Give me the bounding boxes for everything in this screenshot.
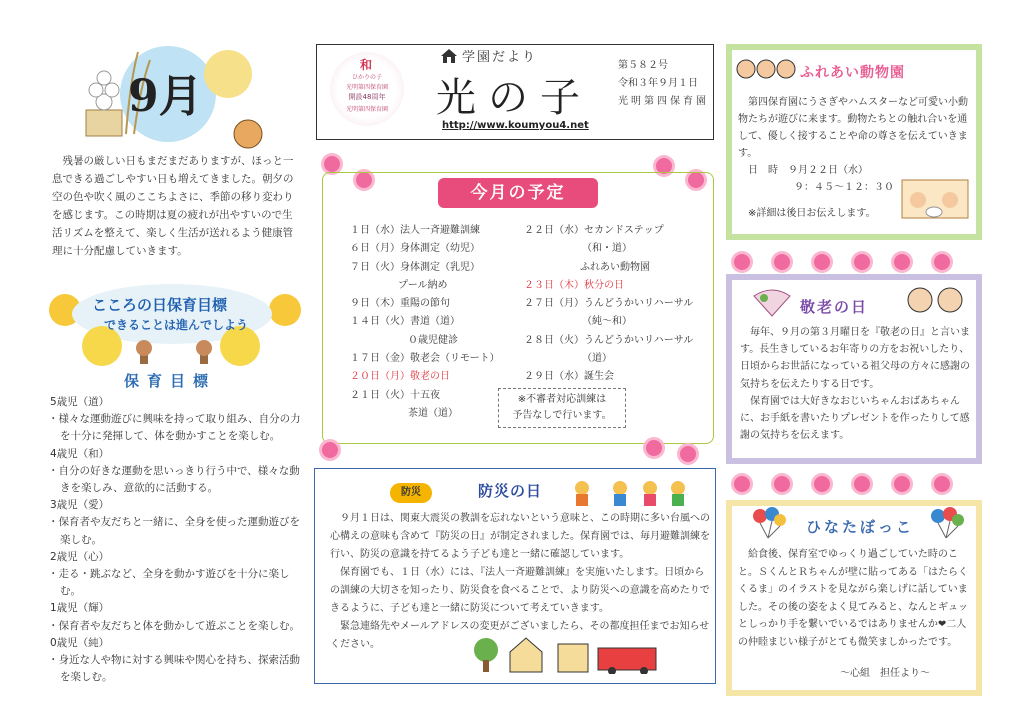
goal-desc: ・自分の好きな運動を思いっきり行う中で、様々な動きを楽しみ、意欲的に活動する。 <box>48 464 300 495</box>
schedule-item: 茶道（道） <box>408 407 458 419</box>
schedule-item: （道） <box>582 353 612 365</box>
goal-desc: ・保育者や友だちと体を動かして遊ぶことを楽しむ。 <box>48 619 300 632</box>
event-time: ９：４５〜１２：３０ <box>794 182 894 193</box>
balloons-icon <box>930 506 964 544</box>
goal-desc: ・様々な運動遊びに興味を持って取り組み、自分の力を十分に発揮して、体を動かすことを楽しむ。 <box>48 413 301 443</box>
issue-date: 令和３年９月１日 <box>618 78 698 89</box>
disaster-paragraph: 保育園でも、１日（水）には、『法人一斉避難訓練』を実施いたします。日頃からの訓練の大切さを知ったり、防災食を食べることで、より防災への意識を高めたりできるように、子ども達と一緒に防災について考えていきます。 <box>330 567 710 614</box>
balloons-icon <box>752 506 786 544</box>
schedule-note <box>498 388 626 428</box>
newsletter-subtitle: 学園だより <box>462 50 538 65</box>
schedule-right-column <box>524 222 704 387</box>
goal-age: 2歳児（心） <box>50 550 110 563</box>
schedule-item: １日（水）法人一斉避難訓練 <box>350 225 480 236</box>
goal-desc: ・走る・跳ぶなど、全身を動かす遊びを十分に楽しむ。 <box>48 568 290 598</box>
sunbath-signature: 〜心組 担任より〜 <box>840 668 930 679</box>
schedule-title: 今月の予定 <box>438 178 598 208</box>
schedule-item: （和・道） <box>582 243 632 255</box>
schedule-item: ６日（月）身体測定（幼児） <box>350 243 480 255</box>
respect-aged-title: 敬老の日 <box>800 298 869 316</box>
issue-number: 第５８２号 <box>618 60 668 71</box>
children-icon <box>736 56 796 86</box>
goal-desc: ・保育者や友だちと一緒に、全身を使った運動遊びを楽しむ。 <box>48 516 300 546</box>
disaster-illustrations <box>470 634 660 678</box>
logo-text: 光明第四保育園 <box>345 84 388 91</box>
house-icon <box>440 48 458 68</box>
note-line: ※不審者対応訓練は <box>517 394 607 405</box>
schedule-item: ２８日（火）うんどうかいリハーサル <box>524 334 694 346</box>
evacuation-children-icon <box>572 478 692 512</box>
banner-subtitle: できることは進んでしよう <box>104 318 249 332</box>
schedule-item: ２３日（木）秋分の日 <box>524 279 624 291</box>
goals-list <box>48 394 308 686</box>
logo-text: 開設48周年 <box>348 93 386 101</box>
intro-text: 残暑の厳しい日もまだまだありますが、ほっと一息できる過ごしやすい日も増えてきました。朝夕の空の色や吹く風のここちよさに、季節の移り変わりを感じます。この時期は夏の疲れが出やすいので生活リズムを整えて、楽しく生活が送れるよう健康管理に十分配慮していきます。 <box>52 155 294 257</box>
school-name: 光明第四保育園 <box>618 96 709 107</box>
schedule-item: ０歳児健診 <box>408 334 458 346</box>
petting-zoo-title: ふれあい動物園 <box>800 65 905 81</box>
disaster-title: 防災の日 <box>478 482 543 500</box>
cosmos-decoration <box>316 150 716 170</box>
disaster-paragraph: ９月１日は、関東大震災の教訓を忘れないという意味と、この時期に多い台風への心構えの意味も含めて『防災の日』が制定されました。保育園では、毎月避難訓練を行い、防災の意識を持てるよう子ども達と一緒に確認しています。 <box>330 513 710 560</box>
petting-note: ※詳細は後日お伝えします。 <box>748 208 876 219</box>
cosmos-decoration <box>730 474 980 494</box>
goal-age: 5歳児（道） <box>50 396 110 408</box>
banner-title: こころの日保育目標 <box>92 296 228 314</box>
schedule-item: ２７日（月）うんどうかいリハーサル <box>524 298 694 310</box>
goal-age: 4歳児（和） <box>50 447 110 460</box>
goal-age: 0歳児（純） <box>50 636 110 649</box>
event-date: 日 時 ９月２２日（水） <box>748 165 868 176</box>
month-label: 9月 <box>128 71 203 122</box>
cosmos-decoration <box>730 252 980 272</box>
schedule-item: ２９日（水）誕生会 <box>524 371 614 383</box>
schedule-item: ２０日（月）敬老の日 <box>350 371 450 383</box>
goals-title: 保育目標 <box>123 372 216 390</box>
goal-desc: ・身近な人や物に対する興味や関心を持ち、探索活動を楽しむ。 <box>48 654 300 684</box>
grandparents-icon <box>904 284 968 324</box>
schedule-item: プール納め <box>398 279 448 291</box>
disaster-badge: 防災 <box>390 483 432 503</box>
respect-paragraph: 毎年、９月の第３月曜日を『敬老の日』と言います。長生きしているお年寄りの方をお祝いしたり、日頃からお世話になっている祖父母の方々に感謝の気持ちを伝えたりする日です。 <box>740 327 970 390</box>
logo-text: 光明第四保育園 <box>345 106 388 113</box>
disaster-body <box>330 510 710 654</box>
logo-text: ひかりの子 <box>351 74 382 81</box>
logo-kanji: 和 <box>360 58 373 72</box>
petting-description: 第四保育園にうさぎやハムスターなど可愛い小動物たちが遊びに来ます。動物たちとの触れ合いを通して、優しく接することや命の尊さを伝えていきます。 <box>738 97 968 159</box>
schedule-item: １７日（金）敬老会（リモート） <box>350 353 500 365</box>
respect-aged-body <box>740 324 974 444</box>
sunbath-body: 給食後、保育室でゆっくり過ごしていた時のこと。ＳくんとＲちゃんが壁に貼ってある「はたらくくるま」のイラストを見ながら楽しげに話していました。その後の姿をよく見てみると、なんとギュッとしっかり手を繋いでいるではありませんか❤二人の仲睦まじい様子がとても微笑ましかったです。 <box>738 549 968 648</box>
newsletter-title: 光の子 <box>436 75 592 121</box>
fan-icon <box>752 288 792 322</box>
website-link[interactable]: http://www.koumyou4.net <box>442 120 589 131</box>
goal-age: 3歳児（愛） <box>50 499 110 512</box>
sunbath-title: ひなたぼっこ <box>806 518 915 536</box>
schedule-item: ９日（木）重陽の節句 <box>350 298 450 310</box>
schedule-item: ２２日（水）セカンドステップ <box>524 225 664 236</box>
petting-zoo-illustration <box>898 170 974 226</box>
schedule-item: ふれあい動物園 <box>580 261 650 273</box>
schedule-item: ７日（火）身体測定（乳児） <box>350 261 480 273</box>
respect-paragraph: 保育園では大好きなおじいちゃんおばあちゃんに、お手紙を書いたりプレゼントを作ったりして感謝の気持ちを伝えます。 <box>740 395 970 442</box>
schedule-item: ２１日（火）十五夜 <box>350 389 440 401</box>
schedule-item: （純〜和） <box>582 316 632 328</box>
note-line: 予告なしで行います。 <box>512 410 612 421</box>
goal-age: 1歳児（輝） <box>50 602 110 615</box>
cosmos-decoration <box>316 440 716 460</box>
schedule-item: １４日（火）書道（道） <box>350 316 460 328</box>
disaster-paragraph: 緊急連絡先やメールアドレスの変更がございましたら、その都度担任までお知らせください。 <box>330 621 710 650</box>
